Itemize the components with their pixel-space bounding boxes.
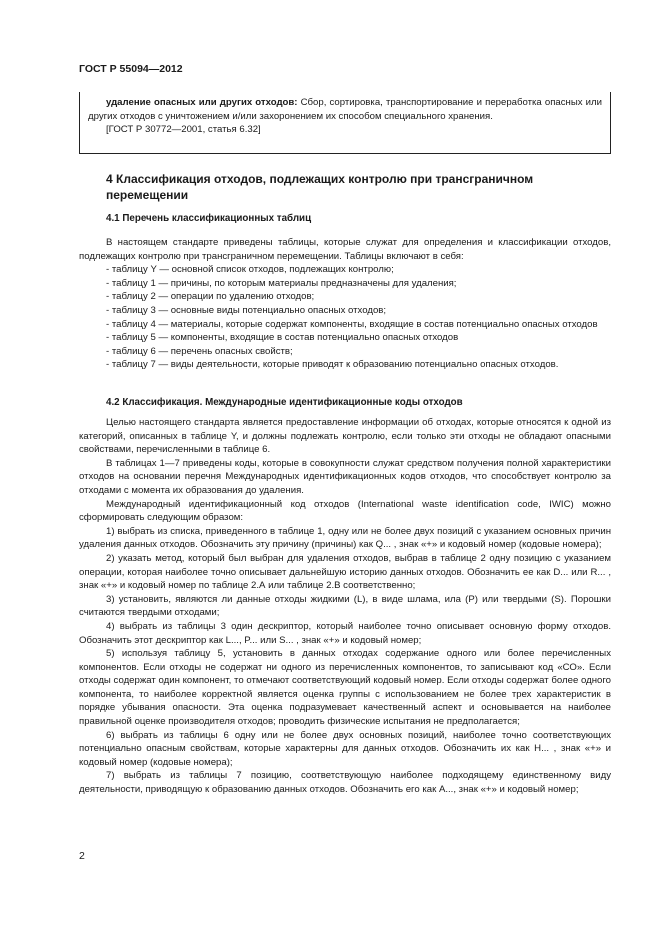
numbered-item: 5) используя таблицу 5, установить в данных отходах содержание одного или более перечисленных компонентов. Если отходы не содержат ни одного из перечисленных компонентов, то записывают код «СО». Если отходы содержат один компонент, то отмечают соответствующий кодовый номер. Если отходы содержат более одного компонента, то наиболее корректной является оценка группы с использованием не более трех характеристик в порядке убывания опасности. Эта оценка подразумевает качественный аспект и основывается на наиболее правильной оценке производителя отходов; проводить физические испытания не предполагается; bbox=[79, 648, 611, 728]
list-item: - таблицу 5 — компоненты, входящие в состав потенциально опасных отходов bbox=[106, 332, 459, 344]
numbered-item: 3) установить, являются ли данные отходы жидкими (L), в виде шлама, ила (P) или твердыми (S). Порошки считаются твердыми отходами; bbox=[79, 593, 611, 619]
numbered-item: 6) выбрать из таблицы 6 одну или не более двух основных позиций, наиболее точно соответствующих потенциально опасным свойствам, которые характерны для данных отходов. Обозначить их как H... , знак «+» и кодовый номер (кодовые номера); bbox=[79, 729, 611, 768]
definition-term: удаление опасных или других отходов: bbox=[106, 97, 298, 108]
numbered-item: 1) выбрать из списка, приведенного в таблице 1, одну или не более двух позиций с указанием основных причин удаления данных отходов. Обозначить эту причину (причины) как Q... , знак «+» и кодовый номер (кодовые номера); bbox=[79, 525, 611, 551]
list-item: - таблицу 7 — виды деятельности, которые приводят к образованию потенциально опасных отходов. bbox=[106, 359, 559, 371]
list-item: - таблицу 1 — причины, по которым материалы предназначены для удаления; bbox=[106, 277, 457, 289]
paragraph: В таблицах 1—7 приведены коды, которые в совокупности служат средством получения полной характеристики отходов на основании перечня Международных идентификационных кодов отходов, что способствует контролю за отходами с момента их образования до удаления. bbox=[79, 457, 611, 496]
subsection-4-1-intro: В настоящем стандарте приведены таблицы, которые служат для определения и классификации отходов, подлежащих контролю при трансграничном перемещении. Таблицы включают в себя: bbox=[79, 237, 611, 262]
definition-paragraph bbox=[88, 96, 602, 123]
subsection-4-2-body bbox=[79, 416, 611, 797]
list-item: - таблицу 4 — материалы, которые содержат компоненты, входящие в состав потенциально опасных отходов bbox=[106, 318, 598, 330]
definition-box bbox=[79, 92, 611, 154]
document-header: ГОСТ Р 55094—2012 bbox=[79, 63, 183, 75]
list-item: - таблицу 3 — основные виды потенциально опасных отходов; bbox=[106, 304, 387, 316]
numbered-item: 2) указать метод, который был выбран для удаления отходов, выбрав в таблице 2 одну позицию с указанием операции, которая наиболее точно описывает дальнейшую историю данных отходов. Обозначить ее как D... или R... , знак «+» и кодовый номер по таблице 2.А или таблице 2.В соответственно; bbox=[79, 552, 611, 592]
list-item: - таблицу 2 — операции по удалению отходов; bbox=[106, 291, 315, 303]
subsection-4-2-title: 4.2 Классификация. Международные идентификационные коды отходов bbox=[106, 397, 463, 408]
numbered-item: 4) выбрать из таблицы 3 один дескриптор, который наиболее точно описывает основную форму отходов. Обозначить этот дескриптор как L..., P... или S... , знак «+» и кодовый номер; bbox=[79, 620, 611, 646]
page-number: 2 bbox=[79, 850, 85, 862]
list-item: - таблицу 6 — перечень опасных свойств; bbox=[106, 345, 293, 357]
section-4-title: 4 Классификация отходов, подлежащих контролю при трансграничном перемещении bbox=[106, 172, 534, 202]
numbered-item: 7) выбрать из таблицы 7 позицию, соответствующую наиболее подходящему единственному виду деятельности, приводящую к образованию данных отходов. Обозначить его как A..., знак «+» и кодовый номер; bbox=[79, 770, 611, 796]
definition-text: Сбор, сортировка, транспортирование и переработка опасных или других отходов с уничтожением и/или захоронением их способом специального хранения. bbox=[88, 97, 602, 122]
definition-reference: [ГОСТ Р 30772—2001, статья 6.32] bbox=[106, 124, 261, 136]
paragraph: Международный идентификационный код отходов (International waste identification code, IWIC) можно сформировать следующим образом: bbox=[79, 498, 611, 524]
list-item: - таблицу Y — основной список отходов, подлежащих контролю; bbox=[106, 264, 394, 276]
subsection-4-1-title: 4.1 Перечень классификационных таблиц bbox=[106, 213, 312, 224]
paragraph: Целью настоящего стандарта является предоставление информации об отходах, которые относятся к одной из категорий, описанных в таблице Y, и должны подлежать контролю, если только эти отходы не обладают опасными свойствами, перечисленными в таблице 6. bbox=[79, 417, 611, 456]
subsection-4-1-body bbox=[79, 236, 611, 372]
